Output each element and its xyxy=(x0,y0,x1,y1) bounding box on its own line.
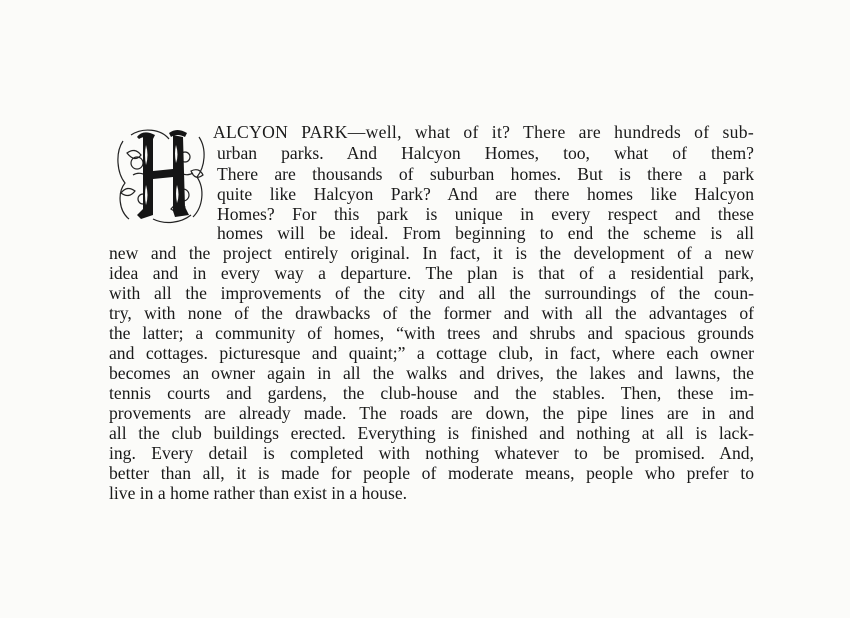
text-line: Homes? For this park is unique in every respect and these xyxy=(217,204,754,224)
text-line: the latter; a community of homes, “with trees and shrubs and spacious grounds xyxy=(109,323,754,343)
text-line: live in a home rather than exist in a house. xyxy=(109,483,408,503)
text-line: with all the improvements of the city and all the surroundings of the coun- xyxy=(109,283,754,303)
text-line: try, with none of the drawbacks of the former and with all the advantages of xyxy=(109,303,754,323)
text-line: becomes an owner again in all the walks and drives, the lakes and lawns, the xyxy=(109,363,754,383)
text-line: quite like Halcyon Park? And are there homes like Halcyon xyxy=(217,184,754,204)
text-line: all the club buildings erected. Everything is finished and nothing at all is lack- xyxy=(109,423,754,443)
text-line: and cottages. picturesque and quaint;” a cottage club, in fact, where each owner xyxy=(109,343,754,363)
text-line: idea and in every way a departure. The plan is that of a residential park, xyxy=(109,263,754,283)
text-line: There are thousands of suburban homes. But is there a park xyxy=(217,164,754,184)
text-line: urban parks. And Halcyon Homes, too, what of them? xyxy=(217,143,754,163)
text-line: ALCYON PARK—well, what of it? There are hundreds of sub- xyxy=(213,122,754,142)
text-line: provements are already made. The roads are down, the pipe lines are in and xyxy=(109,403,754,423)
text-line: better than all, it is made for people of moderate means, people who prefer to xyxy=(109,463,754,483)
text-line: new and the project entirely original. In fact, it is the development of a new xyxy=(109,243,754,263)
ornamental-initial xyxy=(113,123,209,227)
text-line: tennis courts and gardens, the club-house and the stables. Then, these im- xyxy=(109,383,754,403)
ornamental-initial-h-icon xyxy=(113,123,209,227)
text-line: ing. Every detail is completed with nothing whatever to be promised. And, xyxy=(109,443,754,463)
text-line: homes will be ideal. From beginning to end the scheme is all xyxy=(217,223,754,243)
